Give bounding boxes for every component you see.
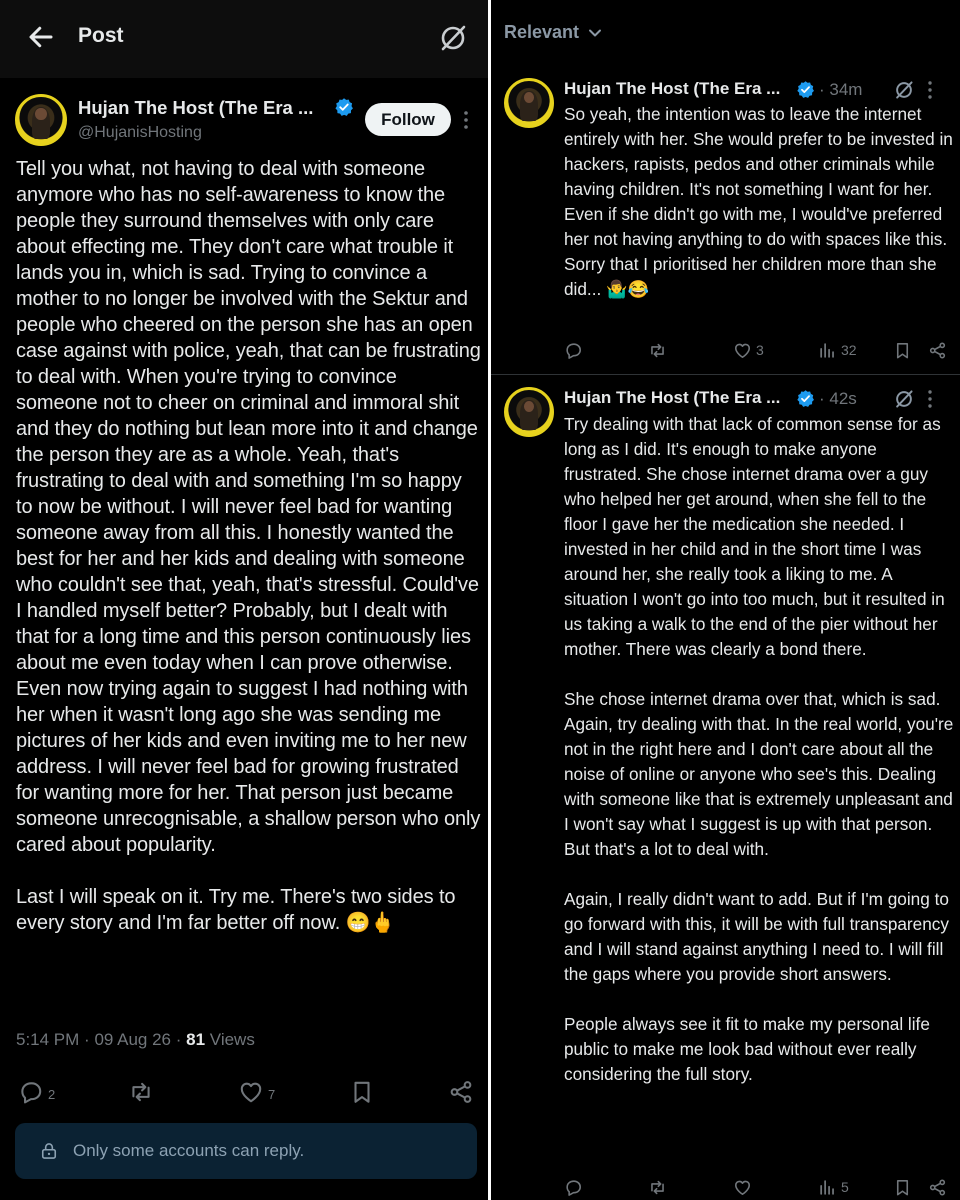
reply-button[interactable] [18, 1076, 55, 1108]
chevron-down-icon [587, 25, 603, 41]
reply-icon [564, 341, 583, 360]
views-count: 5 [841, 1179, 849, 1195]
views-button[interactable] [818, 1176, 849, 1198]
reply-time[interactable]: · 34m [819, 80, 863, 99]
verified-badge-icon [796, 80, 815, 99]
repost-icon [128, 1079, 154, 1105]
reply-restriction-notice [15, 1123, 477, 1179]
repost-icon [648, 341, 667, 360]
verified-badge-icon [796, 389, 815, 408]
like-button[interactable] [733, 339, 764, 361]
like-button[interactable] [733, 1176, 752, 1198]
more-vertical-icon[interactable] [463, 110, 469, 130]
share-button[interactable] [928, 339, 947, 361]
share-button[interactable] [448, 1076, 474, 1108]
bookmark-button[interactable] [349, 1076, 375, 1108]
bookmark-icon [893, 1178, 912, 1197]
avatar[interactable] [504, 387, 554, 437]
grok-icon[interactable] [437, 22, 469, 54]
reply-text: Try dealing with that lack of common sense for as long as I did. It's enough to make anyone frustrated. She chose internet drama over a guy who helped her get around, when she fell to the floor I gave her the medication she needed. I invested in her child and in the short time I was around her, she really took a liking to me. A situation I won't go into too much, but it resulted in us taking a walk to the end of the pier without her mother. There was clearly a bond there. She chose internet drama over that, which is sad. Again, try dealing with that. In the real world, you're not in the right here and I don't care about all the noise of online or anyone who see's this. Dealing with someone like that is extremely unpleasant and I won't say what I suggest is up with that person. But that's a lot to deal with. Again, I really didn't want to add. But if I'm going to go forward with this, it will be with full transparency and I will stand against anything I need to. I will fill the gaps where you provide short answers. People always see it fit to make my personal life public to make me look bad without ever really considering the full story. [564, 414, 954, 1084]
post-date[interactable]: 09 Aug 26 [94, 1030, 172, 1049]
reply-icon [18, 1079, 44, 1105]
sort-label: Relevant [504, 22, 580, 42]
repost-button[interactable] [648, 339, 667, 361]
views-icon [818, 1178, 837, 1197]
like-count: 7 [268, 1086, 276, 1102]
repost-button[interactable] [128, 1076, 154, 1108]
like-button[interactable] [238, 1076, 275, 1108]
more-vertical-icon[interactable] [927, 80, 933, 100]
reply-time[interactable]: · 42s [819, 389, 857, 408]
reply-action-bar [491, 1176, 960, 1198]
author-name[interactable]: Hujan The Host (The Era ... [564, 79, 781, 98]
repost-button[interactable] [648, 1176, 667, 1198]
grok-icon[interactable] [893, 79, 915, 101]
reply-button[interactable] [564, 339, 583, 361]
post-text: Tell you what, not having to deal with someone anymore who has no self-awareness to know the people they surround themselves with only care about effecting me. They don't care what trouble it lands you in, which is sad. Trying to convince a mother to no longer be involved with the Sektur and people who cheered on the person she has an open case against with police, yeah, that can be frustrating to deal with. When you're trying to convince someone not to cheer on criminal and immoral shit and they do nothing but lean more into it and change the person they are as a whole. Yeah, that's frustrating to deal with and something I'm so happy to now be without. I will never feel bad for wanting someone away from all this. I honestly wanted the best for her and her kids and dealing with someone who couldn't see that, yeah, that's stressful. Could've I handled myself better? Probably, but I dealt with that for a long time and this person continuously lies about me even today when I can prove otherwise. Even now trying again to suggest I had nothing with her when it wasn't long ago she was sending me pictures of her kids and even inviting me to her new address. I will never feel bad for growing frustrated for wanting more for her. That person just became someone unrecognisable, a shallow person who only cared about popularity. Last I will speak on it. Try me. There's two sides to every story and I'm far better off now. 😁🖕 [16, 158, 481, 934]
bookmark-button[interactable] [893, 1176, 912, 1198]
heart-icon [733, 341, 752, 360]
replies-panel [491, 0, 960, 1200]
share-icon [928, 341, 947, 360]
reply-button[interactable] [564, 1176, 583, 1198]
avatar[interactable] [15, 94, 67, 146]
share-icon [928, 1178, 947, 1197]
arrow-left-icon[interactable] [26, 22, 56, 52]
top-bar [0, 0, 488, 78]
author-name[interactable]: Hujan The Host (The Era ... [564, 388, 781, 407]
avatar[interactable] [504, 78, 554, 128]
divider [491, 374, 960, 375]
heart-icon [733, 1178, 752, 1197]
reply-notice-text: Only some accounts can reply. [73, 1141, 305, 1160]
repost-icon [648, 1178, 667, 1197]
verified-badge-icon [334, 97, 354, 117]
views-icon [818, 341, 837, 360]
views-count: 81 [186, 1030, 206, 1049]
sort-dropdown[interactable] [504, 22, 603, 43]
page-title: Post [78, 24, 124, 47]
reply-text: So yeah, the intention was to leave the internet entirely with her. She would prefer to be invested in hackers, rapists, pedos and other criminals while having children. It's not something I want for her. Even if she didn't go with me, I would've preferred her not having anything to do with spaces like this. Sorry that I prioritised her children more than she did... 🤷‍♂️😂 [564, 104, 958, 299]
reply-action-bar [491, 339, 960, 361]
views-label: Views [209, 1030, 255, 1049]
heart-icon [238, 1079, 264, 1105]
bookmark-button[interactable] [893, 339, 912, 361]
like-count: 3 [756, 342, 764, 358]
share-button[interactable] [928, 1176, 947, 1198]
post-time[interactable]: 5:14 PM [16, 1030, 80, 1049]
follow-button[interactable]: Follow [365, 103, 451, 136]
bookmark-icon [349, 1079, 375, 1105]
lock-icon [39, 1141, 59, 1161]
post-meta: 5:14 PM · 09 Aug 26 · 81 Views [16, 1030, 255, 1049]
views-count: 32 [841, 342, 857, 358]
author-name[interactable]: Hujan The Host (The Era ... [78, 97, 314, 118]
post-action-bar [0, 1076, 488, 1108]
author-handle[interactable]: @HujanisHosting [78, 124, 202, 141]
more-vertical-icon[interactable] [927, 389, 933, 409]
reply-icon [564, 1178, 583, 1197]
reply-count: 2 [48, 1086, 56, 1102]
share-icon [448, 1079, 474, 1105]
views-button[interactable] [818, 339, 857, 361]
grok-icon[interactable] [893, 388, 915, 410]
bookmark-icon [893, 341, 912, 360]
